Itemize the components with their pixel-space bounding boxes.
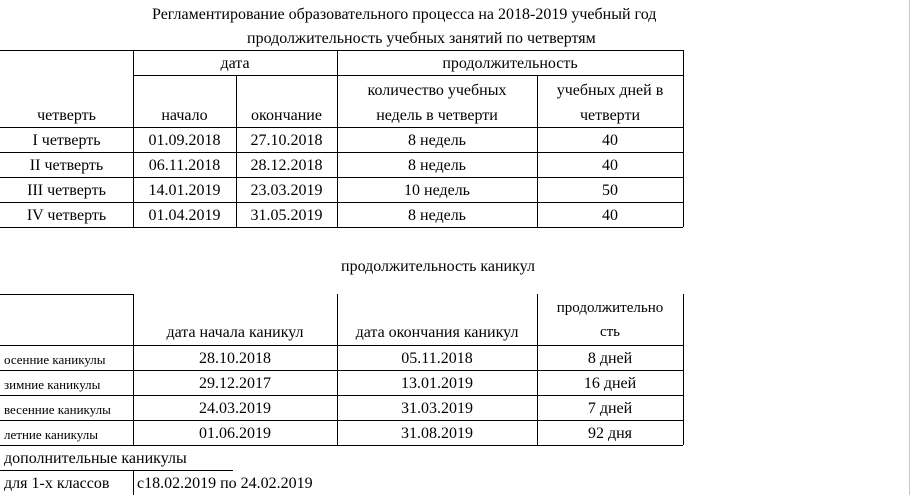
- holidays-title: продолжительность каникул: [341, 258, 535, 275]
- quarter-row-start: 14.01.2019: [148, 182, 221, 199]
- holiday-row-end: 13.01.2019: [401, 375, 473, 392]
- page-edge: [909, 0, 910, 495]
- quarter-row-days: 50: [602, 182, 618, 199]
- quarter-row-start: 01.09.2018: [148, 132, 221, 149]
- header-weeks-line2: недель в четверти: [376, 107, 498, 124]
- document-subtitle: продолжительность учебных занятий по четвертям: [247, 30, 596, 47]
- extra-holidays-label: для 1-х классов: [4, 475, 110, 492]
- holiday-row-duration: 16 дней: [583, 375, 637, 392]
- header-days-line2: четверти: [579, 107, 641, 124]
- quarter-row-end: 23.03.2019: [250, 182, 323, 199]
- quarter-row-weeks: 8 недель: [408, 207, 466, 224]
- holiday-row-start: 01.06.2019: [199, 425, 271, 442]
- quarter-row-days: 40: [602, 207, 618, 224]
- holiday-header-duration-line1: продолжительно: [556, 300, 664, 316]
- holiday-row-name: зимние каникулы: [4, 377, 101, 392]
- extra-holidays-value: с18.02.2019 по 24.02.2019: [137, 475, 313, 492]
- quarter-row-end: 27.10.2018: [250, 132, 323, 149]
- holiday-row-name: весенние каникулы: [4, 402, 111, 417]
- header-duration-group: продолжительность: [442, 55, 578, 72]
- quarter-row-end: 31.05.2019: [250, 207, 323, 224]
- header-start: начало: [161, 107, 208, 124]
- holiday-row-name: летние каникулы: [4, 427, 98, 442]
- header-days-line1: учебных дней в: [556, 82, 664, 99]
- holiday-header-start: дата начала каникул: [166, 324, 304, 341]
- quarter-row-start: 06.11.2018: [148, 157, 221, 174]
- quarter-row-end: 28.12.2018: [250, 157, 323, 174]
- extra-holidays-title: дополнительные каникулы: [4, 450, 187, 467]
- holiday-row-duration: 92 дня: [587, 425, 633, 442]
- holiday-row-duration: 7 дней: [587, 400, 633, 417]
- quarter-row-weeks: 10 недель: [404, 182, 470, 199]
- holiday-row-start: 29.12.2017: [199, 375, 271, 392]
- header-end: окончание: [251, 107, 322, 124]
- header-quarter: четверть: [37, 107, 96, 124]
- quarter-row-name: IV четверть: [26, 207, 107, 224]
- holiday-row-end: 05.11.2018: [401, 350, 473, 367]
- holiday-row-duration: 8 дней: [587, 350, 633, 367]
- quarter-row-name: I четверть: [32, 132, 101, 149]
- holiday-row-start: 28.10.2018: [199, 350, 271, 367]
- header-date-group: дата: [220, 55, 250, 72]
- quarter-row-name: II четверть: [29, 157, 104, 174]
- quarter-row-name: III четверть: [27, 182, 106, 199]
- quarter-row-days: 40: [602, 132, 618, 149]
- quarter-row-start: 01.04.2019: [148, 207, 221, 224]
- holiday-row-end: 31.03.2019: [401, 400, 473, 417]
- holiday-row-start: 24.03.2019: [199, 400, 271, 417]
- document-title: Регламентирование образовательного процесса на 2018-2019 учебный год: [152, 6, 657, 23]
- holiday-row-end: 31.08.2019: [401, 425, 473, 442]
- header-weeks-line1: количество учебных: [367, 82, 507, 99]
- holiday-header-duration-line2: сть: [599, 324, 621, 340]
- quarter-row-weeks: 8 недель: [408, 157, 466, 174]
- holiday-row-name: осенние каникулы: [4, 352, 106, 367]
- quarter-row-days: 40: [602, 157, 618, 174]
- holiday-header-end: дата окончания каникул: [355, 324, 519, 341]
- quarter-row-weeks: 8 недель: [408, 132, 466, 149]
